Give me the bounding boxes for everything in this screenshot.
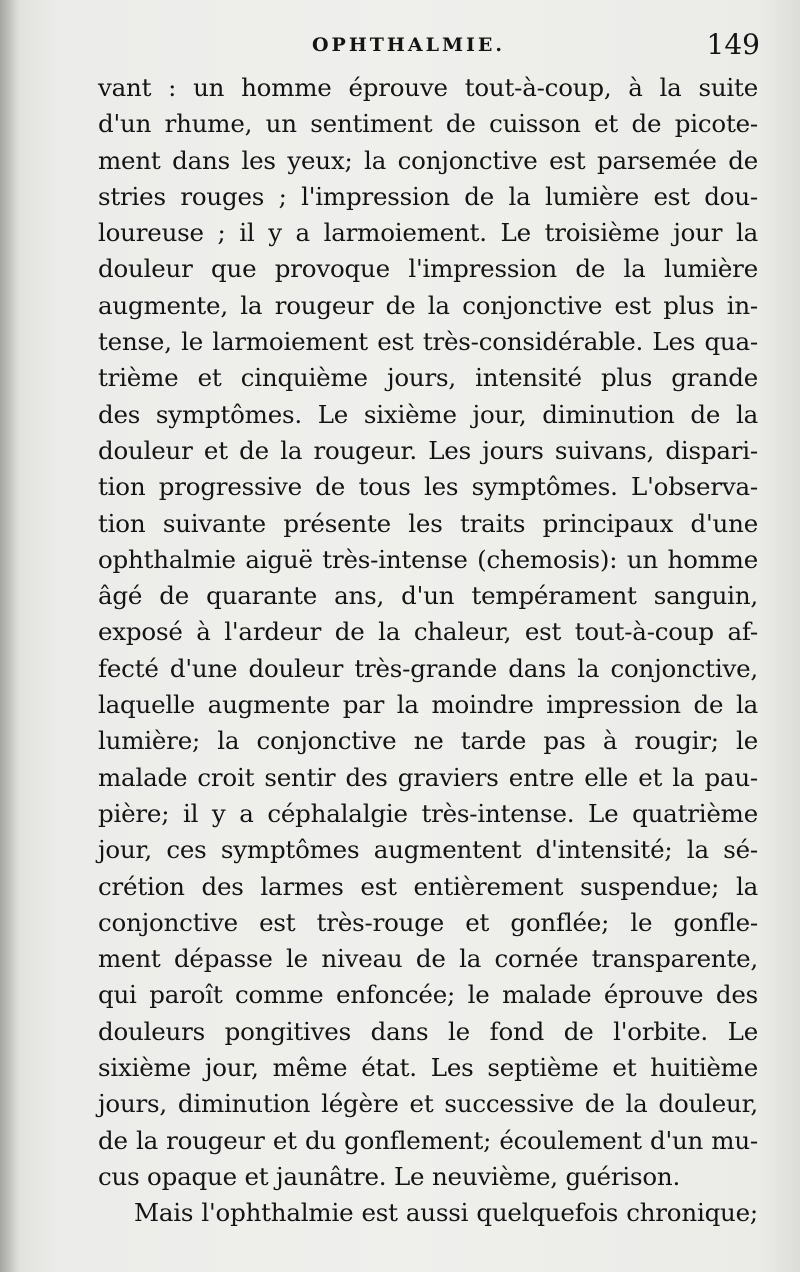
gutter-shadow [0, 0, 18, 1272]
text-line: lumière; la conjonctive ne tarde pas à rougir; le [98, 726, 758, 756]
body-text [98, 70, 758, 1232]
text-line: sixième jour, même état. Les septième et huitième [98, 1053, 758, 1083]
text-line: pière; il y a céphalalgie très-intense. Le quatrième [98, 798, 758, 828]
text-line: laquelle augmente par la moindre impression de la [98, 690, 758, 720]
text-line: malade croit sentir des graviers entre elle et la pau- [98, 762, 758, 792]
text-line: douleur et de la rougeur. Les jours suivans, dispari- [98, 435, 758, 465]
text-line: stries rouges ; l'impression de la lumière est dou- [98, 181, 758, 211]
text-line: tense, le larmoiement est très-considérable. Les qua- [98, 327, 758, 357]
text-line: exposé à l'ardeur de la chaleur, est tout-à-coup af- [98, 617, 758, 647]
text-line: fecté d'une douleur très-grande dans la conjonctive, [98, 653, 758, 683]
text-line: tion suivante présente les traits principaux d'une [98, 508, 758, 538]
text-line: jour, ces symptômes augmentent d'intensité; la sé- [98, 835, 758, 865]
page-header [100, 28, 760, 68]
text-line: vant : un homme éprouve tout-à-coup, à la suite [98, 73, 758, 102]
text-line: des symptômes. Le sixième jour, diminution de la [98, 399, 758, 429]
text-line: Mais l'ophthalmie est aussi quelquefois chronique; [134, 1198, 758, 1228]
text-line: jours, diminution légère et successive de la douleur, [98, 1089, 758, 1119]
text-line: ophthalmie aiguë très-intense (chemosis): un homme [98, 544, 758, 574]
text-line: tion progressive de tous les symptômes. L'observa- [98, 472, 758, 502]
text-line: douleur que provoque l'impression de la lumière [98, 254, 758, 284]
running-head: OPHTHALMIE. [312, 34, 505, 56]
text-line: ment dépasse le niveau de la cornée transparente, [98, 944, 758, 974]
text-line: cus opaque et jaunâtre. Le neuvième, guérison. [98, 1161, 681, 1191]
text-line: douleurs pongitives dans le fond de l'orbite. Le [98, 1016, 758, 1046]
text-line: augmente, la rougeur de la conjonctive est plus in- [98, 290, 758, 320]
text-line: trième et cinquième jours, intensité plus grande [98, 363, 758, 393]
text-line: loureuse ; il y a larmoiement. Le troisième jour la [98, 218, 758, 248]
text-line: conjonctive est très-rouge et gonflée; le gonfle- [98, 907, 758, 937]
text-line: de la rougeur et du gonflement; écoulement d'un mu- [98, 1125, 758, 1155]
text-line: ment dans les yeux; la conjonctive est parsemée de [98, 145, 758, 175]
text-line: crétion des larmes est entièrement suspendue; la [98, 871, 758, 901]
text-line: âgé de quarante ans, d'un tempérament sanguin, [98, 581, 758, 611]
text-line: qui paroît comme enfoncée; le malade éprouve des [98, 980, 758, 1010]
text-line: d'un rhume, un sentiment de cuisson et de picote- [98, 109, 758, 139]
page-number: 149 [706, 28, 760, 61]
